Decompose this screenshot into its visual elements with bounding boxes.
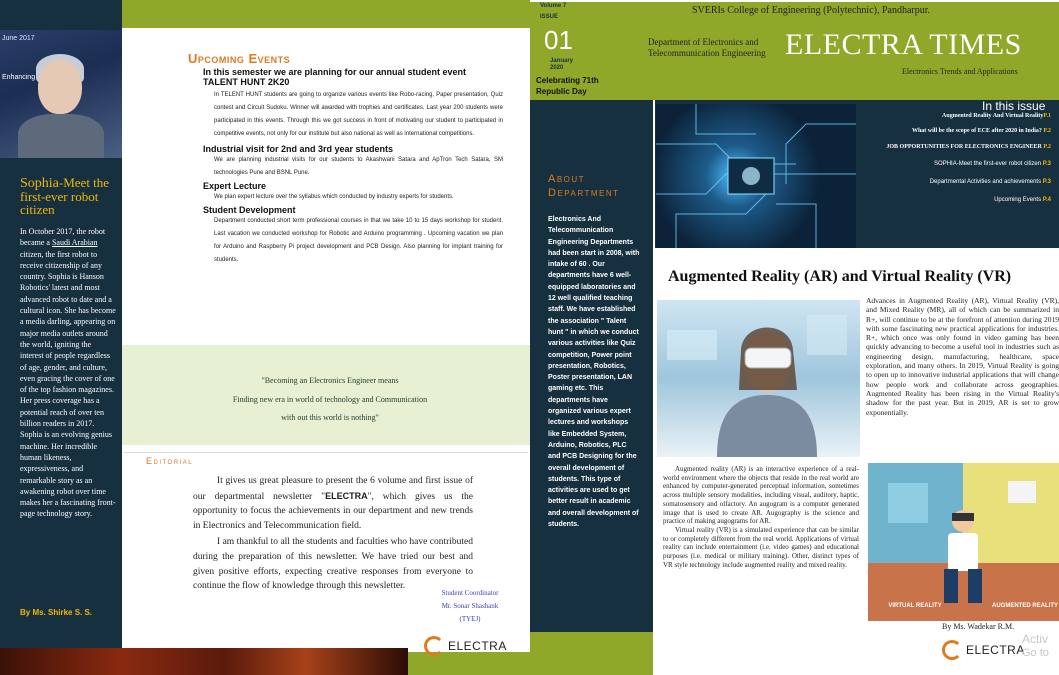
person-illustration [868,463,1059,621]
sophia-body: In October 2017, the robot became a Saudi Arabian citizen, the first robot to receive citizenship of any country. Sophia is Hanson Robotics' latest and most advanced robot to date and a cultural icon. She has become a media darling, appearing on major media outlets around the world, igniting the interest of people regardless of age, gender, and culture, even gracing the cover of one of the top fashion magazines. Her press coverage has a potential reach of over ten billion readers in 2017. Sophia is an evolving genius machine. Her incredible human likeness, expressiveness, and remarkable story as an awakening robot over time makes her a fascinating front-page technology story. [20,227,116,519]
toc-list [855,112,1055,212]
toc-item[interactable]: SOPHIA-Meet the first-ever robot citizen P.3 [934,161,1051,167]
article-left-column: Augmented reality (AR) is an interactive experience of a real-world environment where the objects that reside in the real world are enhanced by computer-generated perceptual information, sometimes across multiple sensory modalities, including visual, auditory, haptic, somatosensory and olfactory. An augogram is a computer generated image that is used to create AR. Augography is the science and practice of making augograms for AR. Virtual reality (VR) is a simulated experience that can be similar to or completely different from the real world. Applications of virtual reality can include entertainment (i.e. video games) and educational purposes (i.e. medical or military training). Other, distinct types of VR style technology include augmented reality and mixed reality. [663,465,859,569]
electra-logo: ELECTRA [942,640,1025,660]
student-coordinator: Student Coordinator Mr. Sonar Shashank (TYEJ) [441,589,499,623]
volume-label: Volume 7 ISSUE [540,3,567,20]
circuit-photo [656,104,856,248]
vr-vs-ar-illustration [868,463,1059,621]
electra-logo: ELECTRA [424,636,507,656]
editorial-body: It gives us great pleasure to present the 6 volume and first issue of our departmental newsletter "ELECTRA", which gives us the opportunity to focus the achievements in our department and new trends in Electronics and Telecommunication field. I am thankful to all the students and faculties who have contributed during the preparation of this newsletter. We have tried our best and given positive efforts, expecting creative responses from everyone to continue the flow of knowledge through this newsletter. [193,476,473,592]
about-department-title: About Department [548,173,620,199]
saudi-link[interactable]: Saudi Arabian [51,238,98,248]
toc-title: In this issue [982,99,1046,113]
ar-label: AUGMENTED REALITY [992,603,1058,609]
footer-photo [0,648,408,675]
photo-caption: Enhancing [2,74,36,81]
vr-label: VIRTUAL REALITY [888,603,942,609]
toc-item[interactable]: Departmental Activities and achievements P.3 [929,179,1051,185]
upcoming-events-section: In this semester we are planning for our annual student event TALENT HUNT 2K20 In TELENT HUNT students are going to organize various events like Robo-racing, Paper presentation, Quiz contest and Circuit Sudoku. Winner will awarded with trophies and certificates. Last year 200 students were participated in this events. Through this we got success in front of motivating our student to participated in competitive events, not only for our institute but also national as well as international competitions. Industrial visit for 2nd and 3rd year students We are planning industrial visits for our students to Akashwani Satara and ApTron Tech Satara, SM technologies Pune and BSNL Pune. Expert Lecture We plan expert lecture over the syllabus which conducted by industry experts for students. Student Development Department conducted short term professional courses in that we take 10 to 15 days workshop for student. Last vacation we conducted workshop for Robotic and Arduino programming . Upcoming vacation we plan for Arduino and Raspberry Pi project development and PCB Design. Also planning for implant training for students. [203,67,503,263]
vr-person-graphic [657,300,860,457]
article-title: Augmented Reality (AR) and Virtual Reality (VR) [668,268,1012,285]
college-name: SVERIs College of Engineering (Polytechnic), Pandharpur. [692,5,931,16]
top-green-band [122,0,530,28]
sophia-photo [0,30,122,158]
issue-date: January 2020 [550,58,574,71]
toc-item[interactable]: Augmented Reality And Virtual RealityP.1 [942,113,1051,119]
department-name: Department of Electronics and Telecommunication Engineering [648,37,766,58]
quote: "Becoming an Electronics Engineer means Finding new era in world of technology and Communication with out this world is nothing" [232,376,428,422]
celebration-note: Celebrating 71th Republic Day [536,76,599,96]
electra-logo-icon [424,636,444,656]
masthead-title: ELECTRA TIMES [785,28,1022,61]
sophia-author: By Ms. Shirke S. S. [20,608,93,617]
article-right-column: Advances in Augmented Reality (AR), Virtual Reality (VR), and Mixed Reality (MR), all of which can be summarized in R+, will continue to be at the forefront of attention during 2019 with some fascinating new practical applications for industries. R+, which once was only found in video gaming has been quickly advancing to become a useful tool in industries such as engineering design, manufacturing, healthcare, space exploration, and many others. In 2019, Virtual Reality is going to open up to innovative industrial applications that will change how people work and collaborate across geographies. Augmented Reality has been rising in the Virtual Reality's shadow for the past year. But in 2019, AR is set to grow exponentially. [866,296,1059,417]
circuit-graphic [656,104,856,248]
right-page [530,0,1059,675]
editorial-title: Editorial [146,456,194,466]
footer-green-band [530,632,653,675]
masthead-subtitle: Electronics Trends and Applications [902,67,1018,76]
upcoming-events-title: Upcoming Events [188,51,291,66]
activation-watermark: Activ Go to [1022,632,1049,659]
issue-number: 01 [544,25,573,55]
article-author: By Ms. Wadekar R.M. [942,622,1015,631]
divider [124,452,528,453]
electra-logo-icon [942,640,962,660]
vr-headset-photo [657,300,860,457]
toc-item[interactable]: Upcoming Events P.4 [994,197,1051,203]
about-department-body: Electronics And Telecommunication Engineering Departments had been start in 2008, with intake of 60 . Our departments have 6 well-equipped laboratories and 12 well qualified teaching staff. We have established the association " Talent hunt " in which we conduct various activities like Quiz competition, Power point presentation, Robotics, Poster presentation, LAN gaming etc. This departments have organized various expert lectures and workshops like Embedded System, Arduino, Robotics, PLC and PCB Designing for the overall development of students. This type of activities are used to get better result in academic and overall development of students. [548,216,640,529]
photo-caption: June 2017 [2,35,35,42]
toc-item[interactable]: JOB OPPORTUNITIES FOR ELECTRONICS ENGINEER P.2 [886,144,1051,150]
toc-item[interactable]: What will be the scope of ECE after 2020 in India? P.2 [911,128,1051,134]
sophia-title: Sophia-Meet the first-ever robot citizen [20,175,110,217]
